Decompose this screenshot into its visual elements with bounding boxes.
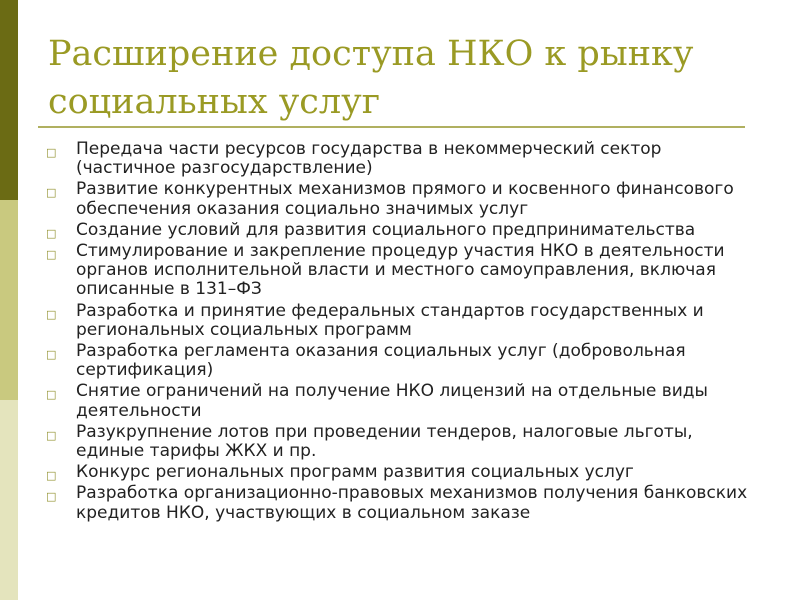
bullet-text: Разработка организационно-правовых механизмов получения банковских кредитов НКО, участвующих в социальном заказе [76, 483, 748, 523]
slide-title: Расширение доступа НКО к рынку социальных услуг [48, 34, 694, 122]
bullet-list [46, 140, 766, 525]
bullet-text: Разработка регламента оказания социальных услуг (добровольная сертификация) [76, 341, 686, 381]
bullet-item [46, 302, 766, 340]
square-outline-icon: □ [46, 469, 57, 483]
square-outline-icon: □ [46, 428, 57, 442]
bullet-text: Развитие конкурентных механизмов прямого и косвенного финансового обеспечения оказания социально значимых услуг [76, 179, 734, 219]
bullet-text: Передача части ресурсов государства в некоммерческий сектор (частичное разгосударствление) [76, 139, 662, 179]
bullet-text: Разработка и принятие федеральных стандартов государственных и региональных социальных программ [76, 300, 704, 340]
bullet-item [46, 382, 766, 420]
bullet-item [46, 423, 766, 461]
bullet-item [46, 342, 766, 380]
bullet-item [46, 242, 766, 300]
square-outline-icon: □ [46, 186, 57, 200]
bullet-item [46, 463, 766, 482]
bullet-text: Стимулирование и закрепление процедур участия НКО в деятельности органов исполнительной власти и местного самоуправления, включая описанные в 131–ФЗ [76, 241, 725, 300]
square-outline-icon: □ [46, 348, 57, 362]
side-block-mid [0, 200, 18, 400]
bullet-item [46, 180, 766, 218]
bullet-text: Разукрупнение лотов при проведении тендеров, налоговые льготы, единые тарифы ЖКХ и пр. [76, 421, 693, 462]
bullet-text: Снятие ограничений на получение НКО лицензий на отдельные виды деятельности [76, 381, 708, 421]
bullet-item [46, 140, 766, 178]
square-outline-icon: □ [46, 388, 57, 402]
bullet-item [46, 484, 766, 522]
bullet-item [46, 221, 766, 240]
side-block-dark [0, 0, 18, 200]
square-outline-icon: □ [46, 248, 57, 262]
square-outline-icon: □ [46, 146, 57, 159]
side-block-light [0, 400, 18, 600]
bullet-text: Создание условий для развития социального предпринимательства [76, 219, 696, 240]
bullet-text: Конкурс региональных программ развития социальных услуг [76, 462, 634, 483]
side-accent-strip [0, 0, 18, 600]
square-outline-icon: □ [46, 490, 57, 504]
square-outline-icon: □ [46, 226, 57, 240]
square-outline-icon: □ [46, 307, 57, 321]
title-divider [38, 126, 745, 128]
